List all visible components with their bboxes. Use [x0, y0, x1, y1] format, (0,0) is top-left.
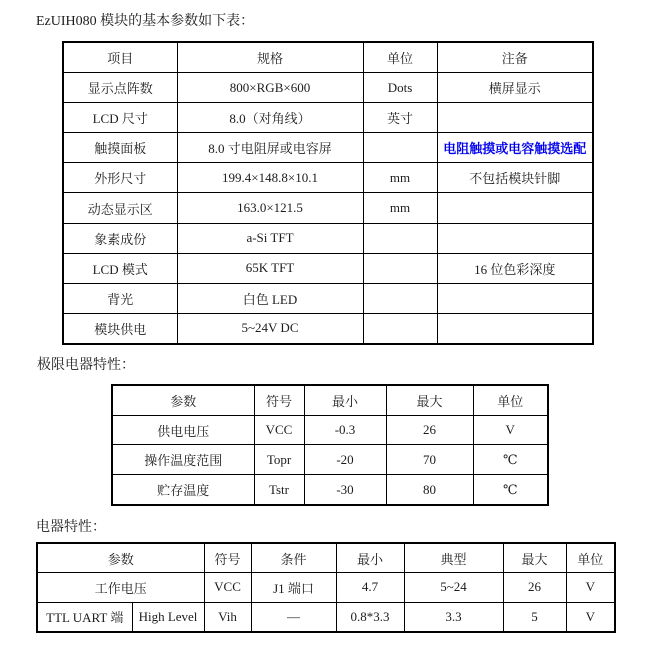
table-cell — [363, 133, 437, 163]
table-row — [63, 163, 593, 193]
table-row — [112, 445, 548, 475]
table-header-row — [63, 42, 593, 73]
table-cell: J1 端口 — [251, 573, 336, 602]
table-header-cell: 条件 — [251, 543, 336, 573]
table-cell: 0.8*3.3 — [336, 602, 404, 632]
basic-params-table — [62, 41, 594, 345]
table-cell: 163.0×121.5 — [177, 193, 363, 223]
table-cell: VCC — [254, 415, 304, 445]
table-cell — [437, 313, 593, 344]
table-header-cell: 最小 — [304, 385, 386, 415]
table-cell: 8.0（对角线） — [177, 103, 363, 133]
table-cell: 显示点阵数 — [63, 73, 177, 103]
table-header-cell: 符号 — [204, 543, 251, 573]
table-cell: 65K TFT — [177, 253, 363, 283]
table-cell: 5~24 — [404, 573, 503, 602]
table-cell: — — [251, 602, 336, 632]
table-cell: 80 — [386, 475, 473, 505]
table-cell: 4.7 — [336, 573, 404, 602]
table-cell: 70 — [386, 445, 473, 475]
table-row — [63, 103, 593, 133]
table-cell: -20 — [304, 445, 386, 475]
table-cell: mm — [363, 193, 437, 223]
table-cell — [363, 253, 437, 283]
table-cell: -0.3 — [304, 415, 386, 445]
table-cell: 8.0 寸电阻屏或电容屏 — [177, 133, 363, 163]
table-cell: ℃ — [473, 445, 548, 475]
table-row — [63, 313, 593, 344]
table-cell: 供电电压 — [112, 415, 254, 445]
table-cell: ℃ — [473, 475, 548, 505]
table-cell: 白色 LED — [177, 283, 363, 313]
table-row — [63, 73, 593, 103]
table-cell — [437, 283, 593, 313]
table-header-row — [112, 385, 548, 415]
table-cell — [363, 313, 437, 344]
table-cell: -30 — [304, 475, 386, 505]
table-row — [63, 223, 593, 253]
table-row — [63, 283, 593, 313]
table-cell: LCD 模式 — [63, 253, 177, 283]
table-row — [37, 602, 615, 632]
table-cell: 199.4×148.8×10.1 — [177, 163, 363, 193]
table-cell — [437, 223, 593, 253]
table-header-cell: 最大 — [386, 385, 473, 415]
table-cell: 横屏显示 — [437, 73, 593, 103]
table-cell: Vih — [204, 602, 251, 632]
table-header-cell: 典型 — [404, 543, 503, 573]
table-cell — [363, 223, 437, 253]
table-row — [37, 573, 615, 602]
table-cell: V — [473, 415, 548, 445]
table-cell: Dots — [363, 73, 437, 103]
table-header-cell: 单位 — [363, 42, 437, 73]
table-cell: 16 位色彩深度 — [437, 253, 593, 283]
table-cell — [363, 283, 437, 313]
table-cell: 800×RGB×600 — [177, 73, 363, 103]
table-cell: Topr — [254, 445, 304, 475]
table-cell: 5 — [503, 602, 566, 632]
table-cell: LCD 尺寸 — [63, 103, 177, 133]
table-cell: 触摸面板 — [63, 133, 177, 163]
table-cell: 5~24V DC — [177, 313, 363, 344]
table-row — [112, 475, 548, 505]
table-row — [63, 133, 593, 163]
table-cell: a-Si TFT — [177, 223, 363, 253]
table-header-cell: 最大 — [503, 543, 566, 573]
table-cell — [437, 193, 593, 223]
table-cell: V — [566, 573, 615, 602]
table-cell-highlighted: 电阻触摸或电容触摸选配 — [437, 133, 593, 163]
table-cell: Tstr — [254, 475, 304, 505]
table-cell: High Level — [132, 602, 204, 632]
table-header-cell: 单位 — [566, 543, 615, 573]
table-header-cell: 符号 — [254, 385, 304, 415]
electrical-characteristics-table — [36, 542, 616, 633]
table-cell — [437, 103, 593, 133]
table-cell: 英寸 — [363, 103, 437, 133]
table-cell: 贮存温度 — [112, 475, 254, 505]
limit-characteristics-table — [111, 384, 549, 506]
table-cell: 操作温度范围 — [112, 445, 254, 475]
table-cell: TTL UART 端 — [37, 602, 132, 632]
table-cell: 外形尺寸 — [63, 163, 177, 193]
table-cell: 动态显示区 — [63, 193, 177, 223]
table-header-cell: 注备 — [437, 42, 593, 73]
table-row — [112, 415, 548, 445]
table-cell: 象素成份 — [63, 223, 177, 253]
table-cell: 3.3 — [404, 602, 503, 632]
table-cell: 26 — [386, 415, 473, 445]
table-header-cell: 单位 — [473, 385, 548, 415]
table-cell: 背光 — [63, 283, 177, 313]
section-title-limit-characteristics: 极限电器特性： — [37, 358, 135, 373]
table-cell: 不包括模块针脚 — [437, 163, 593, 193]
table-cell: mm — [363, 163, 437, 193]
table-cell: VCC — [204, 573, 251, 602]
table-cell: V — [566, 602, 615, 632]
table-row — [63, 253, 593, 283]
table-header-cell: 参数 — [112, 385, 254, 415]
section-title-electrical-characteristics: 电器特性： — [36, 520, 106, 535]
table-cell: 26 — [503, 573, 566, 602]
table-cell: 工作电压 — [37, 573, 204, 602]
table-header-cell: 项目 — [63, 42, 177, 73]
table-header-cell: 参数 — [37, 543, 204, 573]
table-row — [63, 193, 593, 223]
table-cell: 模块供电 — [63, 313, 177, 344]
page-title: EzUIH080 模块的基本参数如下表： — [36, 14, 255, 29]
table-header-row — [37, 543, 615, 573]
table-header-cell: 最小 — [336, 543, 404, 573]
table-header-cell: 规格 — [177, 42, 363, 73]
